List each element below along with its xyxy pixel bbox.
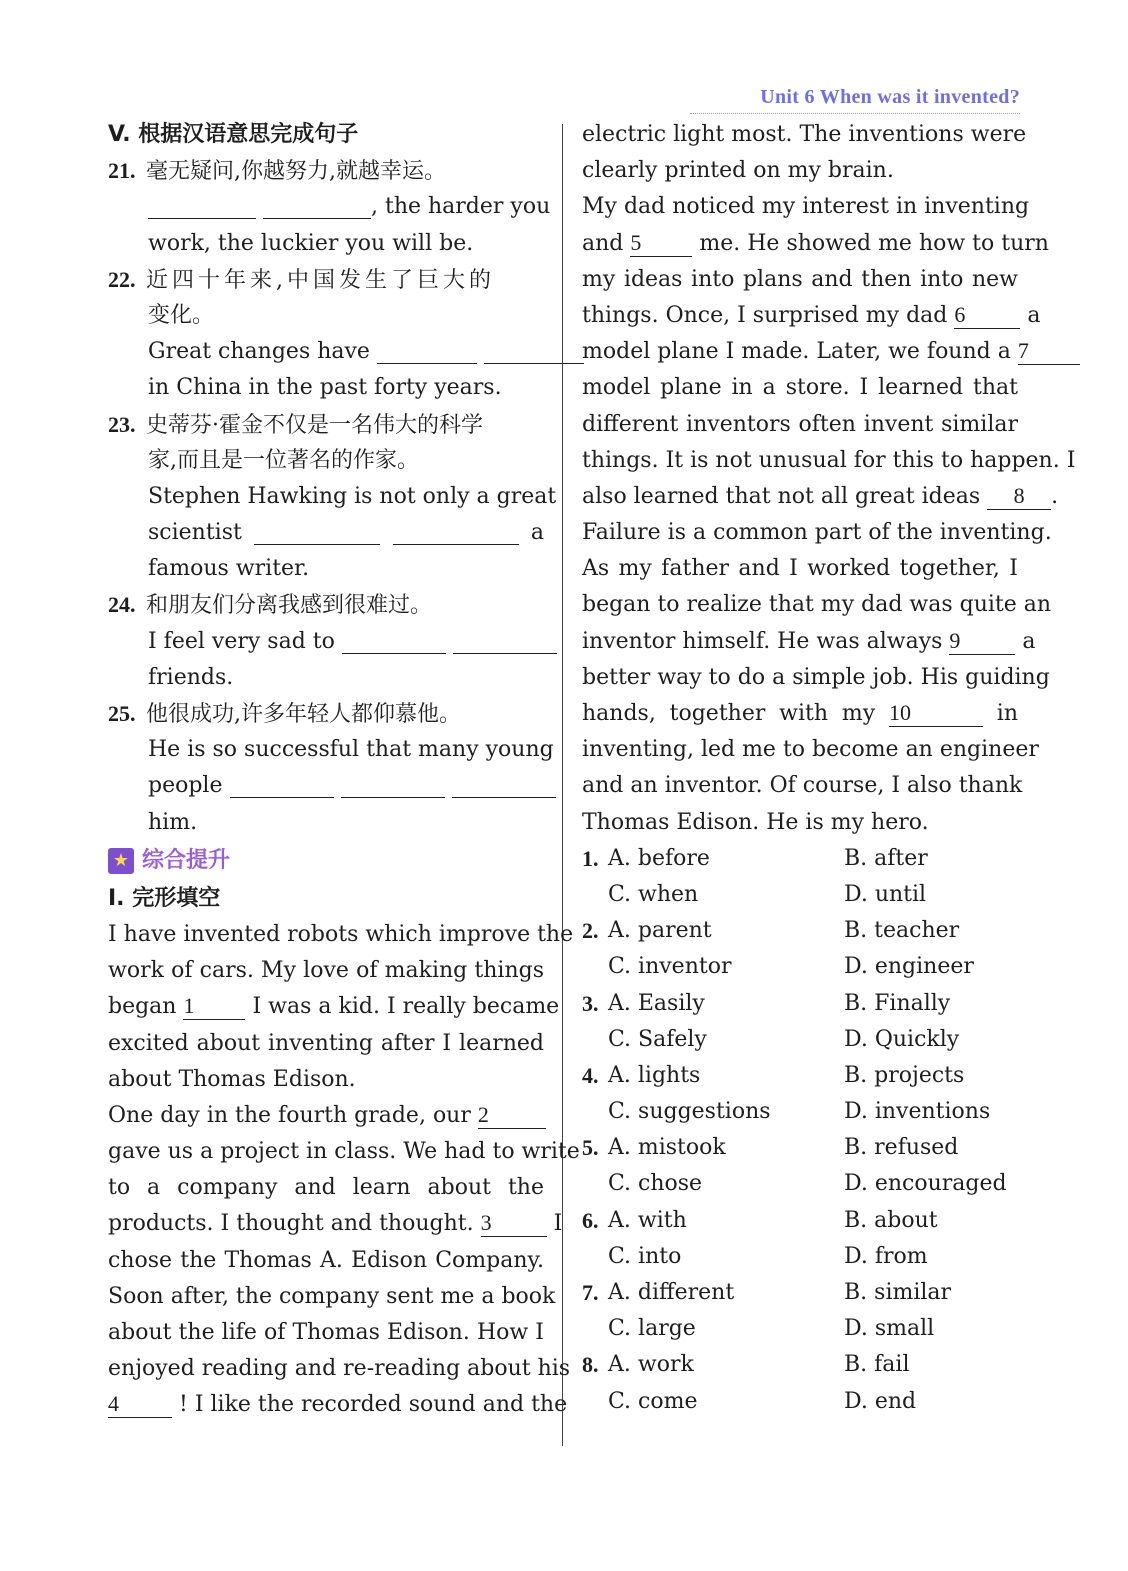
section-banner: [108, 841, 544, 881]
option-a[interactable]: A. parent: [608, 918, 712, 944]
sentence-text: , the harder you: [371, 194, 551, 220]
answer-blank[interactable]: [377, 337, 477, 364]
option-a[interactable]: A. different: [608, 1280, 735, 1305]
question-24-cn: [108, 587, 544, 623]
passage-line: my ideas into plans and then into new: [582, 266, 1018, 292]
passage-line: [582, 334, 1029, 370]
option-row: [582, 913, 1018, 949]
passage-line: work of cars. My love of making things: [108, 958, 544, 984]
passage-line: began to realize that my dad was quite an: [582, 592, 1052, 618]
passage-line: [582, 226, 1049, 262]
passage-line: Soon after, the company sent me a book: [108, 1283, 556, 1309]
option-c[interactable]: C. when: [608, 881, 699, 907]
question-21-cn: [108, 153, 544, 189]
option-c[interactable]: C. into: [608, 1243, 682, 1269]
passage-line: [582, 479, 1059, 515]
option-row: [582, 1130, 1018, 1166]
passage-text: ! I like the recorded sound and the: [179, 1392, 568, 1418]
chinese-prompt: 毫无疑问,你越努力,就越幸运。: [146, 159, 446, 185]
option-c[interactable]: C. come: [608, 1388, 698, 1414]
option-b[interactable]: B. similar: [844, 1280, 952, 1305]
passage-line: Failure is a common part of the inventing.: [582, 520, 1052, 546]
option-c[interactable]: C. large: [608, 1316, 696, 1342]
passage-line: model plane in a store. I learned that: [582, 375, 1018, 401]
banner-label: 综合提升: [142, 847, 231, 873]
option-row: [582, 949, 1018, 985]
answer-blank[interactable]: [254, 518, 380, 545]
question-24-en: [108, 624, 544, 660]
passage-line: things. It is not unusual for this to happen. I: [582, 447, 1076, 473]
sentence-text: He is so successful that many young: [148, 737, 554, 763]
passage-line: and an inventor. Of course, I also thank: [582, 773, 1023, 799]
cloze-blank-8[interactable]: 8: [987, 483, 1051, 510]
option-row: [582, 1166, 1018, 1202]
sentence-text: I feel very sad to: [148, 628, 335, 654]
answer-blank[interactable]: [341, 771, 445, 798]
answer-blank[interactable]: [484, 337, 584, 364]
passage-line: electric light most. The inventions were: [582, 122, 1027, 147]
star-icon: ★: [108, 848, 134, 874]
chinese-prompt: 近四十年来,中国发生了巨大的: [146, 267, 495, 293]
option-a[interactable]: A. with: [608, 1207, 687, 1233]
cloze-blank-7[interactable]: 7: [1018, 338, 1080, 365]
option-row: [582, 841, 1018, 877]
sentence-text: scientist: [148, 520, 242, 546]
chinese-prompt: 史蒂芬·霍金不仅是一名伟大的科学: [146, 412, 483, 438]
passage-line: [108, 1098, 544, 1134]
option-d[interactable]: D. end: [844, 1388, 917, 1414]
passage-text: I was a kid. I really became: [252, 994, 560, 1020]
answer-blank[interactable]: [393, 518, 519, 545]
answer-blank[interactable]: [230, 771, 334, 798]
option-d[interactable]: D. engineer: [844, 954, 974, 980]
passage-line: gave us a project in class. We had to write: [108, 1139, 580, 1165]
option-a[interactable]: A. Easily: [608, 990, 705, 1016]
sentence-text: people: [148, 773, 223, 799]
passage-text: a: [1027, 302, 1041, 328]
passage-text: also learned that not all great ideas: [582, 483, 981, 509]
option-a[interactable]: A. lights: [608, 1062, 701, 1088]
option-row: [582, 1058, 1018, 1094]
running-header: Unit 6 When was it invented?: [760, 86, 1020, 108]
passage-line: chose the Thomas A. Edison Company.: [108, 1247, 544, 1273]
question-number: 23.: [108, 411, 136, 437]
passage-text: a: [1022, 628, 1036, 654]
sentence-text: famous writer.: [148, 556, 310, 582]
option-row: [582, 1347, 1018, 1383]
passage-text: .: [1051, 483, 1059, 509]
option-row: [582, 1275, 1018, 1311]
option-c[interactable]: C. Safely: [608, 1026, 707, 1052]
passage-line: [108, 989, 560, 1025]
passage-line: [108, 1206, 563, 1242]
option-d[interactable]: D. until: [844, 881, 927, 907]
passage-line: As my father and I worked together, I: [582, 556, 1018, 582]
option-number: 1.: [582, 845, 599, 871]
passage-line: inventing, led me to become an engineer: [582, 737, 1039, 763]
option-b[interactable]: B. fail: [844, 1352, 910, 1378]
sentence-text: work, the luckier you will be.: [148, 230, 474, 256]
passage-line: [582, 624, 1036, 660]
passage-line: enjoyed reading and re-reading about his: [108, 1356, 571, 1382]
option-b[interactable]: B. refused: [844, 1135, 959, 1161]
left-column: [108, 117, 580, 1424]
passage-line: excited about inventing after I learned: [108, 1030, 544, 1056]
answer-blank[interactable]: [453, 627, 557, 654]
question-25-en: [108, 768, 544, 804]
question-25-cn: [108, 696, 544, 732]
option-b[interactable]: B. teacher: [844, 918, 960, 944]
sentence-text: him.: [148, 809, 198, 835]
option-row: [582, 1311, 1018, 1347]
section-title-i: I. 完形填空: [108, 885, 221, 911]
options-list: [582, 841, 1018, 1420]
cloze-blank-3[interactable]: 3: [481, 1210, 547, 1237]
passage-line: to a company and learn about the: [108, 1175, 544, 1201]
chinese-prompt: 他很成功,许多年轻人都仰慕他。: [146, 702, 461, 727]
cloze-blank-2[interactable]: 2: [478, 1102, 546, 1129]
passage-line: about Thomas Edison.: [108, 1066, 356, 1092]
option-d[interactable]: D. small: [844, 1316, 935, 1342]
question-number: 24.: [108, 592, 136, 618]
cloze-blank-5[interactable]: 5: [630, 230, 692, 257]
option-a[interactable]: A. before: [608, 845, 710, 871]
answer-blank[interactable]: [263, 192, 371, 219]
passage-line: clearly printed on my brain.: [582, 158, 894, 184]
option-d[interactable]: D. Quickly: [844, 1026, 960, 1052]
answer-blank[interactable]: [148, 192, 256, 219]
passage-text: One day in the fourth grade, our: [108, 1102, 471, 1128]
passage-line: better way to do a simple job. His guiding: [582, 664, 1050, 690]
option-number: 4.: [582, 1062, 599, 1088]
sentence-text: in China in the past forty years.: [148, 375, 502, 401]
option-row: [582, 986, 1018, 1022]
chinese-prompt: 家,而且是一位著名的作家。: [148, 447, 419, 473]
option-number: 7.: [582, 1280, 599, 1305]
section-title-v: V. 根据汉语意思完成句子: [108, 122, 359, 147]
cloze-blank-9[interactable]: 9: [949, 628, 1015, 655]
passage-line: [582, 298, 1041, 334]
option-row: [582, 1022, 1018, 1058]
cloze-blank-1[interactable]: 1: [183, 993, 245, 1020]
option-d[interactable]: D. inventions: [844, 1099, 991, 1125]
right-column: [582, 117, 1076, 1420]
question-23-en: [108, 515, 544, 551]
passage-line: [108, 1387, 568, 1423]
question-23-cn: [108, 407, 544, 443]
option-number: 8.: [582, 1352, 599, 1378]
option-number: 5.: [582, 1135, 599, 1161]
cloze-blank-10[interactable]: 10: [889, 700, 983, 727]
cloze-blank-4[interactable]: 4: [108, 1391, 172, 1418]
passage-text: inventor himself. He was always: [582, 628, 943, 654]
passage-line: Thomas Edison. He is my hero.: [582, 809, 929, 835]
passage-text: model plane I made. Later, we found a: [582, 339, 1011, 365]
column-divider: [562, 124, 563, 1446]
passage-line: I have invented robots which improve the: [108, 921, 574, 947]
option-b[interactable]: B. after: [844, 845, 928, 871]
cloze-blank-6[interactable]: 6: [954, 302, 1020, 329]
option-row: [582, 1203, 1018, 1239]
question-22-en: [108, 334, 544, 370]
option-row: [582, 1384, 1018, 1420]
passage-line: different inventors often invent similar: [582, 411, 1018, 437]
chinese-prompt: 变化。: [148, 302, 215, 328]
passage-text: things. Once, I surprised my dad: [582, 302, 948, 328]
option-d[interactable]: D. encouraged: [844, 1171, 1007, 1197]
question-21-en: [108, 189, 551, 225]
option-d[interactable]: D. from: [844, 1243, 928, 1269]
passage-line: My dad noticed my interest in inventing: [582, 194, 1030, 220]
passage-text: began: [108, 994, 177, 1020]
option-c[interactable]: C. inventor: [608, 954, 732, 980]
option-number: 2.: [582, 918, 599, 944]
option-row: [582, 1094, 1018, 1130]
option-b[interactable]: B. projects: [844, 1062, 965, 1088]
sentence-text: a: [530, 520, 544, 546]
answer-blank[interactable]: [342, 627, 446, 654]
option-row: [582, 877, 1018, 913]
passage-line: [582, 696, 1018, 732]
sentence-text: Great changes have: [148, 339, 370, 365]
option-number: 6.: [582, 1207, 599, 1233]
passage-text: products. I thought and thought.: [108, 1211, 474, 1237]
option-a[interactable]: A. mistook: [608, 1135, 726, 1161]
passage-line: about the life of Thomas Edison. How I: [108, 1320, 544, 1345]
question-number: 22.: [108, 266, 136, 292]
passage-text: I: [553, 1211, 563, 1237]
sentence-text: Stephen Hawking is not only a great: [148, 483, 557, 509]
option-b[interactable]: B. about: [844, 1207, 938, 1233]
passage-text: me. He showed me how to turn: [699, 230, 1049, 256]
question-number: 21.: [108, 158, 136, 184]
passage-text: and: [582, 230, 624, 256]
option-a[interactable]: A. work: [608, 1352, 694, 1378]
option-number: 3.: [582, 990, 599, 1016]
option-row: [582, 1239, 1018, 1275]
option-c[interactable]: C. chose: [608, 1171, 703, 1197]
passage-text: in: [996, 701, 1018, 726]
option-c[interactable]: C. suggestions: [608, 1099, 771, 1125]
sentence-text: friends.: [148, 664, 234, 690]
header-rule: [690, 113, 1020, 114]
question-22-cn: [108, 262, 544, 298]
answer-blank[interactable]: [452, 771, 556, 798]
passage-text: hands, together with my: [582, 701, 876, 726]
chinese-prompt: 和朋友们分离我感到很难过。: [146, 593, 433, 619]
option-b[interactable]: B. Finally: [844, 990, 951, 1016]
question-number: 25.: [108, 701, 136, 726]
